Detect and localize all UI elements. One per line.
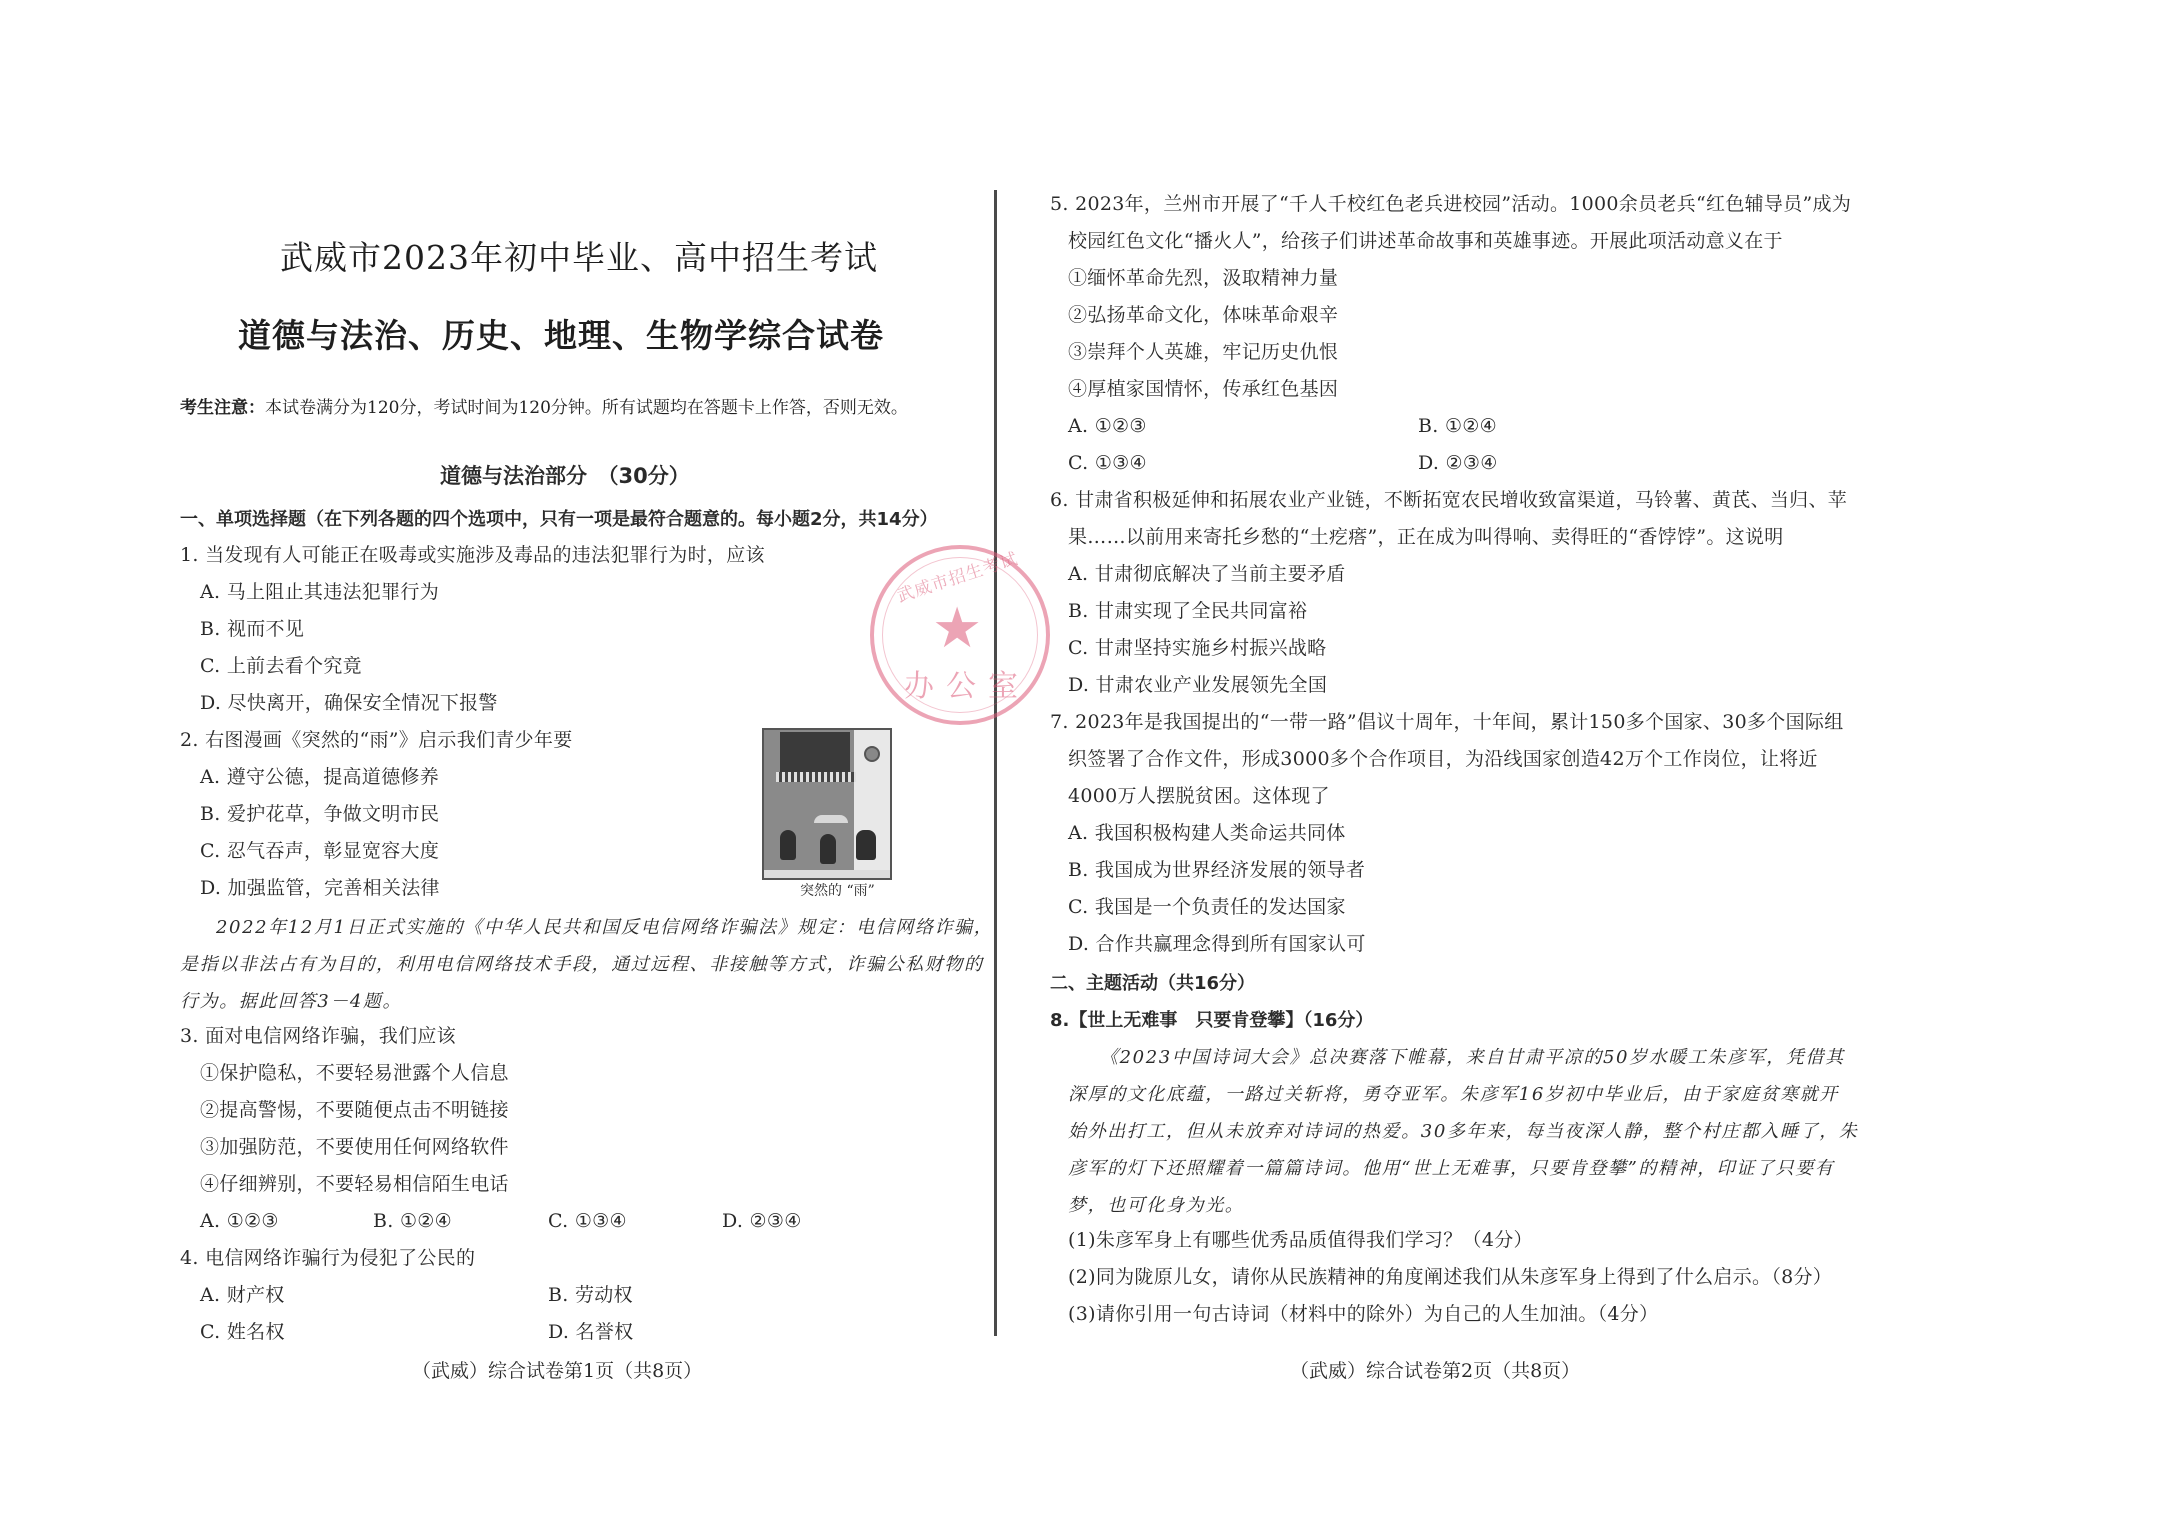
cartoon-figure [820,834,836,864]
q5-item-2: ②弘扬革命文化，体味革命艰辛 [1068,304,1339,326]
q4-option-d: D. 名誉权 [548,1321,634,1343]
q6-stem-line-2: 果……以前用来寄托乡愁的“土疙瘩”，正在成为叫得响、卖得旺的“香饽饽”。这说明 [1068,526,1784,548]
q3-option-a: A. ①②③ [200,1210,279,1232]
cartoon-window [780,732,850,772]
q7-stem-line-3: 4000万人摆脱贫困。这体现了 [1068,785,1330,807]
umbrella-icon [814,815,848,823]
q8-subquestion-3: (3)请你引用一句古诗词（材料中的除外）为自己的人生加油。（4分） [1068,1303,1659,1325]
q4-option-c: C. 姓名权 [200,1321,285,1343]
q8-subquestion-2: (2)同为陇原儿女，请你从民族精神的角度阐述我们从朱彦军身上得到了什么启示。（8分） [1068,1266,1833,1288]
q1-option-b: B. 视而不见 [200,618,305,640]
q8-subquestion-1: (1)朱彦军身上有哪些优秀品质值得我们学习？（4分） [1068,1229,1533,1251]
q2-option-c: C. 忍气吞声，彰显宽容大度 [200,840,440,862]
q5-item-4: ④厚植家国情怀，传承红色基因 [1068,378,1339,400]
notice-label: 考生注意： [180,398,265,418]
material-line-2: 是指以非法占有为目的，利用电信网络技术手段，通过远程、非接触等方式，诈骗公私财物的 [180,954,984,975]
paper-title: 道德与法治、历史、地理、生物学综合试卷 [238,316,884,355]
q8-material-line-5: 梦，也可化身为光。 [1068,1195,1245,1216]
q3-option-d: D. ②③④ [722,1210,802,1232]
q5-option-a: A. ①②③ [1068,415,1147,437]
page-footer-2: （武威）综合试卷第2页（共8页） [1290,1360,1581,1382]
q4-stem: 4. 电信网络诈骗行为侵犯了公民的 [180,1247,476,1269]
seal-bottom-text: 办公室 [904,669,1030,704]
q6-option-d: D. 甘肃农业产业发展领先全国 [1068,674,1328,696]
q1-option-a: A. 马上阻止其违法犯罪行为 [200,581,440,603]
q8-material-line-3: 始外出打工，但从未放弃对诗词的热爱。30多年来，每当夜深人静，整个村庄都入睡了，朱 [1068,1121,1859,1142]
page-divider [994,190,997,1336]
q6-option-c: C. 甘肃坚持实施乡村振兴战略 [1068,637,1327,659]
notice-text: 本试卷满分为120分，考试时间为120分钟。所有试题均在答题卡上作答，否则无效。 [265,398,908,418]
q1-option-d: D. 尽快离开，确保安全情况下报警 [200,692,498,714]
q3-option-b: B. ①②④ [373,1210,452,1232]
cartoon-figure [780,830,796,860]
q3-item-3: ③加强防范，不要使用任何网络软件 [200,1136,509,1158]
q2-option-d: D. 加强监管，完善相关法律 [200,877,440,899]
q6-option-b: B. 甘肃实现了全民共同富裕 [1068,600,1308,622]
material-line-1: 2022年12月1日正式实施的《中华人民共和国反电信网络诈骗法》规定：电信网络诈骗， [216,917,994,938]
material-line-3: 行为。据此回答3－4题。 [180,991,403,1012]
part1-heading: 一、单项选择题（在下列各题的四个选项中，只有一项是最符合题意的。每小题2分，共14分） [180,509,938,530]
cartoon-caption: 突然的 “雨” [800,883,875,899]
page-footer-1: （武威）综合试卷第1页（共8页） [412,1360,703,1382]
q8-material-line-2: 深厚的文化底蕴，一路过关斩将，勇夺亚军。朱彦军16岁初中毕业后，由于家庭贫寒就开 [1068,1084,1839,1105]
q6-option-a: A. 甘肃彻底解决了当前主要矛盾 [1068,563,1346,585]
exam-title: 武威市2023年初中毕业、高中招生考试 [280,238,878,277]
q3-item-2: ②提高警惕，不要随便点击不明链接 [200,1099,509,1121]
q2-option-b: B. 爱护花草，争做文明市民 [200,803,440,825]
q7-option-a: A. 我国积极构建人类命运共同体 [1068,822,1346,844]
q7-option-c: C. 我国是一个负责任的发达国家 [1068,896,1346,918]
star-icon: ★ [932,596,983,661]
q5-option-b: B. ①②④ [1418,415,1497,437]
q3-item-1: ①保护隐私，不要轻易泄露个人信息 [200,1062,509,1084]
q8-heading: 8.【世上无难事 只要肯登攀】（16分） [1050,1010,1374,1031]
exam-notice [180,393,908,418]
q5-option-d: D. ②③④ [1418,452,1498,474]
q7-stem-line-1: 7. 2023年是我国提出的“一带一路”倡议十周年，十年间，累计150多个国家、30多个国际组 [1050,711,1844,733]
q5-stem-line-2: 校园红色文化“播火人”，给孩子们讲述革命故事和英雄事迹。开展此项活动意义在于 [1068,230,1783,252]
cartoon-ground [764,870,890,878]
q4-option-b: B. 劳动权 [548,1284,633,1306]
q6-stem-line-1: 6. 甘肃省积极延伸和拓展农业产业链，不断拓宽农民增收致富渠道，马铃薯、黄芪、当归、苹 [1050,489,1848,511]
q3-item-4: ④仔细辨别，不要轻易相信陌生电话 [200,1173,509,1195]
seal-arc-text: 武威市招生考试 [894,548,1021,607]
q1-option-c: C. 上前去看个究竟 [200,655,362,677]
q4-option-a: A. 财产权 [200,1284,285,1306]
q7-stem-line-2: 织签署了合作文件，形成3000多个合作项目，为沿线国家创造42万个工作岗位，让将近 [1068,748,1818,770]
section-title: 道德与法治部分 （30分） [440,464,690,488]
q8-material-line-1: 《2023中国诗词大会》总决赛落下帷幕，来自甘肃平凉的50岁水暖工朱彦军，凭借其 [1100,1047,1845,1068]
q2-option-a: A. 遵守公德，提高道德修养 [200,766,440,788]
q3-stem: 3. 面对电信网络诈骗，我们应该 [180,1025,456,1047]
q5-item-1: ①缅怀革命先烈，汲取精神力量 [1068,267,1339,289]
q2-stem: 2. 右图漫画《突然的“雨”》启示我们青少年要 [180,729,573,751]
q8-material-line-4: 彦军的灯下还照耀着一篇篇诗词。他用“世上无难事，只要肯登攀”的精神，印证了只要有 [1068,1158,1835,1179]
cartoon-balcony [776,772,856,782]
part2-heading: 二、主题活动（共16分） [1050,973,1256,994]
q7-option-d: D. 合作共赢理念得到所有国家认可 [1068,933,1366,955]
q5-item-3: ③崇拜个人英雄，牢记历史仇恨 [1068,341,1339,363]
q5-option-c: C. ①③④ [1068,452,1147,474]
sun-icon [864,746,880,762]
q1-stem: 1. 当发现有人可能正在吸毒或实施涉及毒品的违法犯罪行为时，应该 [180,544,765,566]
q7-option-b: B. 我国成为世界经济发展的领导者 [1068,859,1366,881]
q5-stem-line-1: 5. 2023年，兰州市开展了“千人千校红色老兵进校园”活动。1000余员老兵“红色辅导员”成为 [1050,193,1852,215]
q3-option-c: C. ①③④ [548,1210,627,1232]
cartoon-image [762,728,892,880]
official-seal [870,545,1050,725]
cartoon-figure [856,830,876,860]
